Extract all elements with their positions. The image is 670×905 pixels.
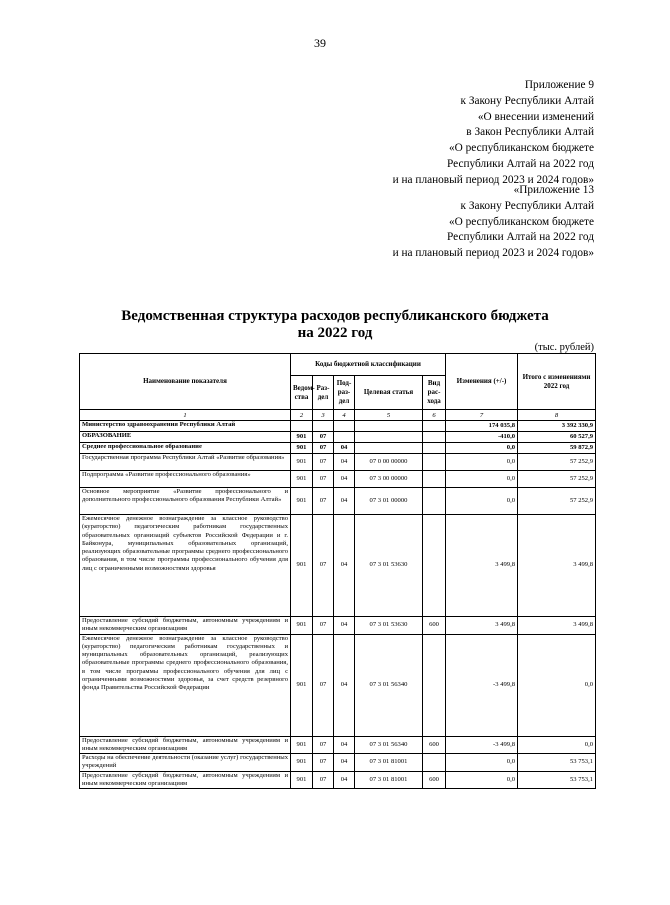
title-line-2: на 2022 год xyxy=(297,325,373,341)
table-cell-section: 07 xyxy=(313,754,334,772)
header-codes-group: Коды бюджетной классификации xyxy=(291,354,446,376)
table-cell-type xyxy=(423,471,446,488)
appendix-line: Республики Алтай на 2022 год xyxy=(447,157,594,170)
table-cell-target: 07 3 01 56340 xyxy=(355,634,423,736)
table-cell-subsection xyxy=(334,432,355,443)
appendix-line: и на плановый период 2023 и 2024 годов» xyxy=(392,247,594,260)
table-cell-subsection: 04 xyxy=(334,471,355,488)
table-row xyxy=(80,771,596,789)
header-expense-type: Вид рас-хода xyxy=(423,376,446,410)
table-cell-total: 60 527,9 xyxy=(518,432,596,443)
header-subsection: Под-раз-дел xyxy=(334,376,355,410)
table-cell-type xyxy=(423,488,446,515)
table-cell-total: 3 392 330,9 xyxy=(518,421,596,432)
table-cell-change: 174 035,8 xyxy=(446,421,518,432)
table-cell-type xyxy=(423,421,446,432)
column-number: 2 xyxy=(291,410,313,421)
table-cell-ministry: 901 xyxy=(291,754,313,772)
table-cell-change: -3 499,8 xyxy=(446,736,518,754)
table-cell-total: 57 252,9 xyxy=(518,471,596,488)
page-number: 39 xyxy=(314,36,326,50)
table-cell-type xyxy=(423,454,446,471)
column-number: 4 xyxy=(334,410,355,421)
column-number: 3 xyxy=(313,410,334,421)
table-cell-ministry: 901 xyxy=(291,488,313,515)
table-cell-ministry: 901 xyxy=(291,454,313,471)
table-cell-name: Подпрограмма «Развитие профессионального образования» xyxy=(80,471,291,488)
table-cell-subsection: 04 xyxy=(334,617,355,635)
appendix-line: «Приложение 13 xyxy=(513,184,594,196)
column-number: 6 xyxy=(423,410,446,421)
appendix-line: в Закон Республики Алтай xyxy=(466,126,594,139)
appendix-quote xyxy=(393,183,594,262)
header-changes: Изменения (+/-) xyxy=(446,354,518,410)
table-cell-change: 3 499,8 xyxy=(446,617,518,635)
header-section: Раз-дел xyxy=(313,376,334,410)
table-cell-section: 07 xyxy=(313,736,334,754)
table-cell-change: -410,0 xyxy=(446,432,518,443)
table-cell-change: 0,0 xyxy=(446,471,518,488)
budget-table xyxy=(79,353,596,789)
column-number: 7 xyxy=(446,410,518,421)
table-cell-total: 3 499,8 xyxy=(518,515,596,617)
table-cell-target: 07 3 00 00000 xyxy=(355,471,423,488)
column-number-row xyxy=(80,410,596,421)
table-cell-section: 07 xyxy=(313,771,334,789)
table-cell-section xyxy=(313,421,334,432)
table-cell-total: 53 753,1 xyxy=(518,771,596,789)
table-cell-total: 0,0 xyxy=(518,634,596,736)
appendix-header xyxy=(393,78,594,189)
table-row xyxy=(80,488,596,515)
table-cell-total: 53 753,1 xyxy=(518,754,596,772)
table-cell-subsection: 04 xyxy=(334,736,355,754)
table-cell-name: Ежемесячное денежное вознаграждение за классное руководство (кураторство) педагогическим работникам государственных образовательных организаций субъектов Российской Федерации и г. Байконура, муниципальных образовательных организаций, реализующих образовательные программы среднего профессионального образования, в том числе программы профессионального обучения для лиц с ограниченными возможностями здоровья xyxy=(80,515,291,617)
table-cell-target: 07 3 01 81001 xyxy=(355,771,423,789)
table-row xyxy=(80,454,596,471)
table-cell-subsection: 04 xyxy=(334,634,355,736)
table-cell-type xyxy=(423,443,446,454)
table-cell-section: 07 xyxy=(313,634,334,736)
appendix-line: «О республиканском бюджете xyxy=(449,142,594,155)
table-cell-target: 07 0 00 00000 xyxy=(355,454,423,471)
table-cell-subsection: 04 xyxy=(334,754,355,772)
table-cell-change: 0,0 xyxy=(446,754,518,772)
table-cell-name: Государственная программа Республики Алтай «Развитие образования» xyxy=(80,454,291,471)
table-cell-subsection: 04 xyxy=(334,443,355,454)
table-cell-target: 07 3 01 53630 xyxy=(355,515,423,617)
table-cell-section: 07 xyxy=(313,471,334,488)
table-cell-change: 0,0 xyxy=(446,454,518,471)
table-cell-type: 600 xyxy=(423,617,446,635)
table-cell-ministry: 901 xyxy=(291,471,313,488)
appendix-line: и на плановый период 2023 и 2024 годов» xyxy=(392,173,594,186)
header-target: Целевая статья xyxy=(355,376,423,410)
column-number: 5 xyxy=(355,410,423,421)
header-ministry: Ведом-ства xyxy=(291,376,313,410)
table-cell-subsection: 04 xyxy=(334,515,355,617)
table-cell-target: 07 3 01 81001 xyxy=(355,754,423,772)
table-cell-target xyxy=(355,432,423,443)
table-cell-ministry: 901 xyxy=(291,736,313,754)
table-cell-type xyxy=(423,634,446,736)
table-cell-name: Предоставление субсидий бюджетным, автономным учреждениям и иным некоммерческим организациям xyxy=(80,736,291,754)
table-row xyxy=(80,736,596,754)
table-cell-section: 07 xyxy=(313,617,334,635)
table-cell-total: 57 252,9 xyxy=(518,488,596,515)
column-number: 8 xyxy=(518,410,596,421)
table-row xyxy=(80,754,596,772)
table-cell-type: 600 xyxy=(423,771,446,789)
table-cell-name: Основное мероприятие «Развитие профессионального и дополнительного профессионального образования Республики Алтай» xyxy=(80,488,291,515)
table-cell-name: Среднее профессиональное образование xyxy=(80,443,291,454)
table-cell-ministry: 901 xyxy=(291,617,313,635)
table-cell-subsection: 04 xyxy=(334,771,355,789)
appendix-line: к Закону Республики Алтай xyxy=(460,94,594,107)
appendix-line: к Закону Республики Алтай xyxy=(460,199,594,212)
header-total: Итого с изменениями 2022 год xyxy=(518,354,596,410)
table-cell-section: 07 xyxy=(313,454,334,471)
table-cell-name: Министерство здравоохранения Республики Алтай xyxy=(80,421,291,432)
table-cell-subsection: 04 xyxy=(334,454,355,471)
table-row xyxy=(80,443,596,454)
table-body xyxy=(80,421,596,789)
table-cell-name: Расходы на обеспечение деятельности (оказание услуг) государственных учреждений xyxy=(80,754,291,772)
document-title xyxy=(0,308,670,342)
table-row xyxy=(80,617,596,635)
table-cell-target: 07 3 01 53630 xyxy=(355,617,423,635)
table-cell-change: -3 499,8 xyxy=(446,634,518,736)
units-label: (тыс. рублей) xyxy=(534,342,594,353)
table-cell-total: 57 252,9 xyxy=(518,454,596,471)
table-cell-change: 0,0 xyxy=(446,488,518,515)
table-row xyxy=(80,421,596,432)
table-cell-name: Ежемесячное денежное вознаграждение за классное руководство (кураторство) педагогическим работникам государственных и муниципальных образовательных организаций, реализующих образовательные программы среднего профессионального образования, в том числе программы профессионального обучения для лиц с ограниченными возможностями здоровья, за счет средств резервного фонда Правительства Российской Федерации xyxy=(80,634,291,736)
table-cell-section: 07 xyxy=(313,443,334,454)
table-cell-name: Предоставление субсидий бюджетным, автономным учреждениям и иным некоммерческим организациям xyxy=(80,617,291,635)
appendix-line: «О республиканском бюджете xyxy=(449,215,594,228)
table-cell-type xyxy=(423,515,446,617)
table-cell-target: 07 3 01 00000 xyxy=(355,488,423,515)
table-cell-ministry: 901 xyxy=(291,771,313,789)
column-number: 1 xyxy=(80,410,291,421)
table-row xyxy=(80,432,596,443)
table-cell-section: 07 xyxy=(313,515,334,617)
table-cell-change: 0,0 xyxy=(446,771,518,789)
table-cell-ministry: 901 xyxy=(291,634,313,736)
appendix-line: Республики Алтай на 2022 год xyxy=(447,231,594,244)
table-cell-ministry: 901 xyxy=(291,443,313,454)
appendix-line: Приложение 9 xyxy=(524,79,594,91)
table-row xyxy=(80,515,596,617)
table-cell-total: 3 499,8 xyxy=(518,617,596,635)
table-cell-type: 600 xyxy=(423,736,446,754)
table-cell-subsection xyxy=(334,421,355,432)
table-cell-ministry xyxy=(291,421,313,432)
table-cell-subsection: 04 xyxy=(334,488,355,515)
table-cell-change: 0,0 xyxy=(446,443,518,454)
table-cell-ministry: 901 xyxy=(291,515,313,617)
title-line-1: Ведомственная структура расходов республиканского бюджета xyxy=(121,308,549,324)
table-cell-name: Предоставление субсидий бюджетным, автономным учреждениям и иным некоммерческим организациям xyxy=(80,771,291,789)
table-cell-section: 07 xyxy=(313,488,334,515)
table-cell-target xyxy=(355,443,423,454)
appendix-line: «О внесении изменений xyxy=(477,110,594,123)
table-cell-change: 3 499,8 xyxy=(446,515,518,617)
table-cell-name: ОБРАЗОВАНИЕ xyxy=(80,432,291,443)
table-cell-target xyxy=(355,421,423,432)
table-row xyxy=(80,634,596,736)
table-cell-total: 0,0 xyxy=(518,736,596,754)
table-cell-total: 59 872,9 xyxy=(518,443,596,454)
table-cell-type xyxy=(423,754,446,772)
table-cell-type xyxy=(423,432,446,443)
table-cell-section: 07 xyxy=(313,432,334,443)
table-cell-target: 07 3 01 56340 xyxy=(355,736,423,754)
table-cell-ministry: 901 xyxy=(291,432,313,443)
table-row xyxy=(80,471,596,488)
header-name: Наименование показателя xyxy=(80,354,291,410)
